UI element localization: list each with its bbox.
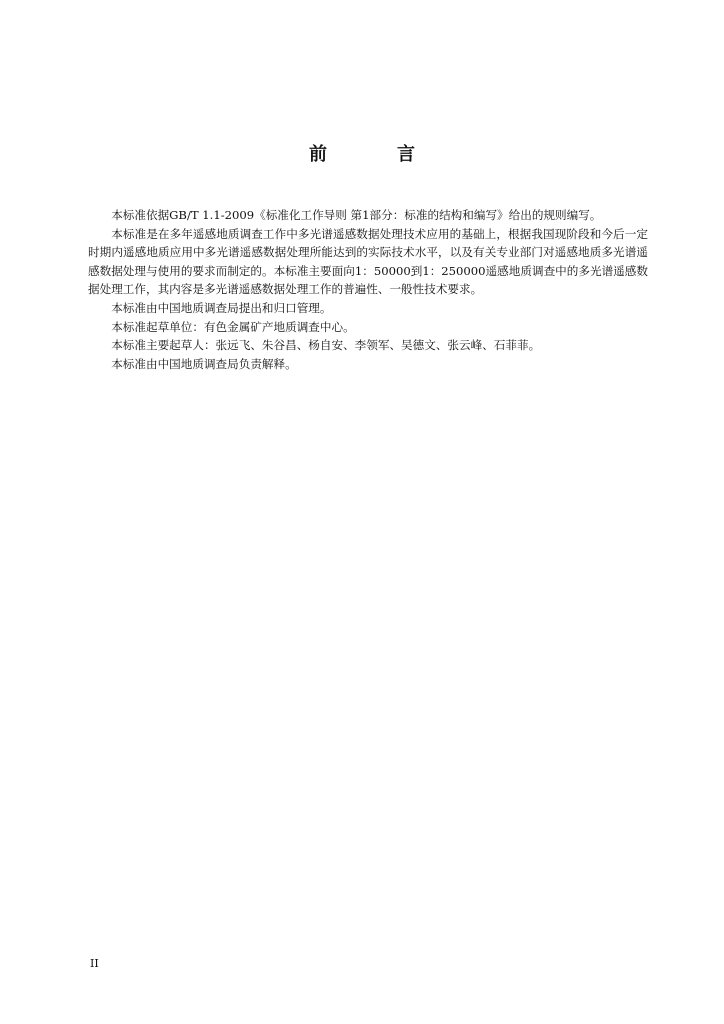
page-number: II [90,957,99,970]
paragraph-scope: 本标准是在多年遥感地质调查工作中多光谱遥感数据处理技术应用的基础上，根据我国现阶段和今后一定时期内遥感地质应用中多光谱遥感数据处理所能达到的实际技术水平，以及有关专业部门对遥感地质多光谱遥感数据处理与使用的要求而制定的。本标准主要面向1：50000到1：250000遥感地质调查中的多光谱遥感数据处理工作，其内容是多光谱遥感数据处理工作的普遍性、一般性技术要求。 [88,226,648,297]
paragraph-drafting-basis: 本标准依据GB/T 1.1-2009《标准化工作导则 第1部分：标准的结构和编写》给出的规则编写。 [111,208,602,222]
paragraph-interpretation: 本标准由中国地质调查局负责解释。 [111,356,297,371]
paragraph-proposer: 本标准由中国地质调查局提出和归口管理。 [111,300,332,315]
foreword-body [88,206,648,373]
paragraph-drafters: 本标准主要起草人：张远飞、朱谷昌、杨自安、李领军、吴德文、张云峰、石菲菲。 [111,338,541,353]
page-title: 前 言 [309,144,441,165]
paragraph-drafting-unit: 本标准起草单位：有色金属矿产地质调查中心。 [111,319,355,334]
